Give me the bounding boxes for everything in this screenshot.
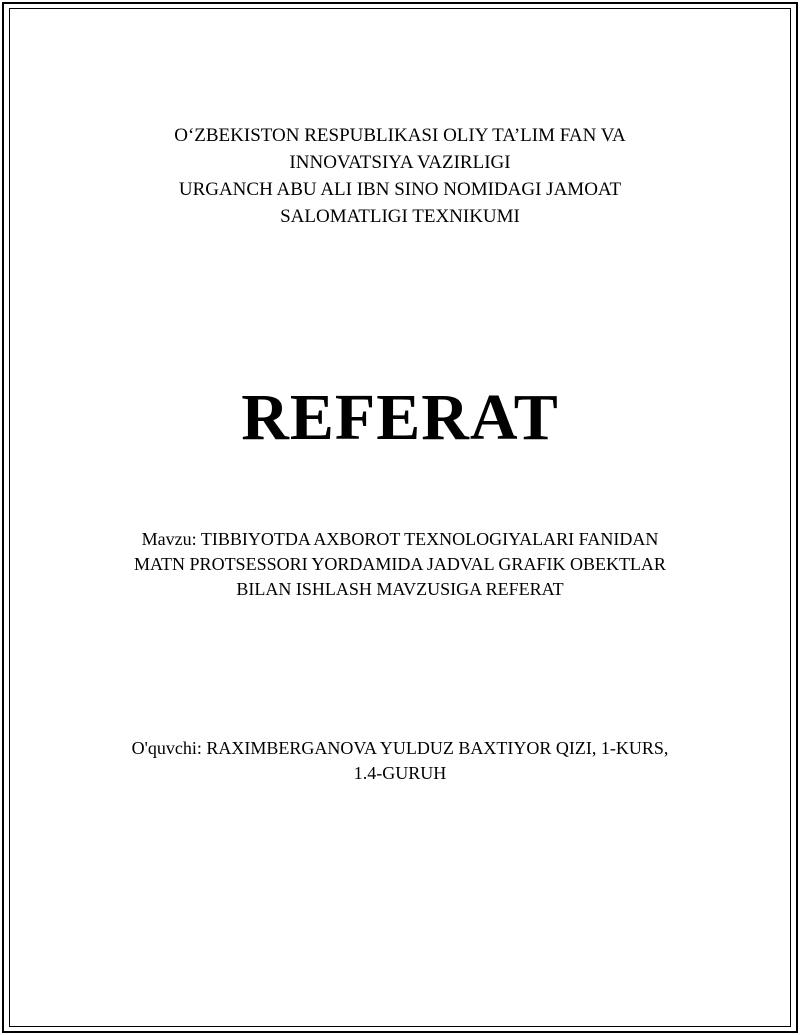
- header-line: O‘ZBEKISTON RESPUBLIKASI OLIY TA’LIM FAN VA: [174, 125, 626, 146]
- student-line: O'quvchi: RAXIMBERGANOVA YULDUZ BAXTIYOR QIZI, 1-KURS,: [131, 738, 669, 758]
- student-line: 1.4-GURUH: [353, 763, 447, 783]
- header-line: URGANCH ABU ALI IBN SINO NOMIDAGI JAMOAT: [178, 179, 622, 200]
- topic-block: [0, 527, 800, 602]
- header-line: SALOMATLIGI TEXNIKUMI: [280, 206, 520, 227]
- document-title: REFERAT: [241, 381, 559, 454]
- institution-header: [0, 122, 800, 230]
- topic-line: MATN PROTSESSORI YORDAMIDA JADVAL GRAFIK OBEKTLAR: [134, 554, 666, 574]
- header-line: INNOVATSIYA VAZIRLIGI: [289, 152, 511, 173]
- topic-line: BILAN ISHLASH MAVZUSIGA REFERAT: [236, 579, 564, 599]
- student-info: [0, 736, 800, 786]
- topic-line: Mavzu: TIBBIYOTDA AXBOROT TEXNOLOGIYALARI FANIDAN: [141, 529, 659, 549]
